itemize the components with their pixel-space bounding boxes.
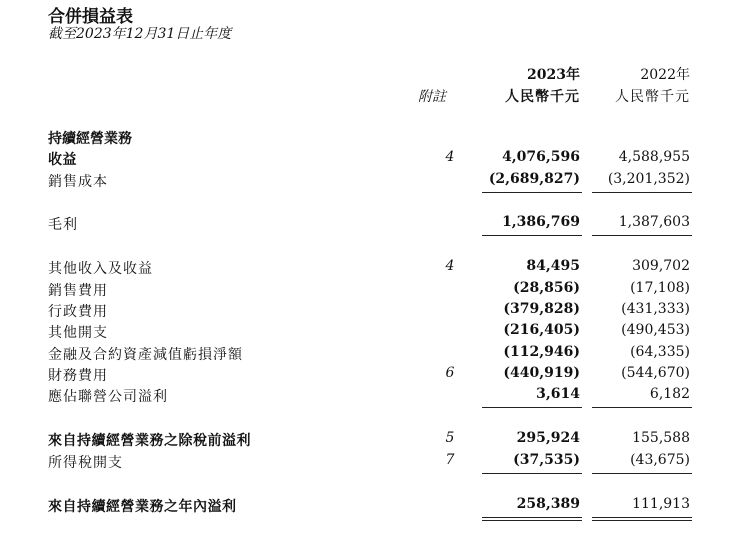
table-row bbox=[0, 496, 746, 516]
current-value: (379,828) bbox=[503, 301, 580, 317]
row-note: 4 bbox=[445, 149, 455, 165]
subtotal-rule bbox=[482, 473, 582, 474]
row-label: 行政費用 bbox=[48, 304, 108, 320]
row-label: 其他開支 bbox=[48, 325, 108, 341]
current-value: (440,919) bbox=[503, 365, 580, 381]
row-label: 銷售費用 bbox=[48, 283, 108, 299]
row-label: 銷售成本 bbox=[48, 174, 108, 190]
previous-value: 1,387,603 bbox=[618, 214, 690, 230]
current-value: 4,076,596 bbox=[502, 149, 580, 165]
row-label: 收益 bbox=[48, 152, 77, 168]
previous-value: (43,675) bbox=[630, 452, 690, 468]
table-row bbox=[0, 258, 746, 278]
table-row bbox=[0, 386, 746, 406]
row-label: 來自持續經營業務之除稅前溢利 bbox=[48, 433, 251, 449]
previous-value: 309,702 bbox=[632, 258, 690, 274]
row-label: 其他收入及收益 bbox=[48, 261, 153, 277]
previous-currency-header: 人民幣千元 bbox=[615, 89, 690, 105]
table-row bbox=[0, 301, 746, 321]
previous-value: (17,108) bbox=[630, 280, 690, 296]
table-row bbox=[0, 452, 746, 472]
table-row bbox=[0, 365, 746, 385]
note-column-header: 附註 bbox=[418, 89, 446, 105]
previous-value: 6,182 bbox=[649, 386, 690, 402]
statement-period: 截至2023年12月31日止年度 bbox=[48, 26, 232, 42]
current-value: (2,689,827) bbox=[488, 171, 580, 187]
current-value: (112,946) bbox=[503, 344, 580, 360]
current-value: (37,535) bbox=[513, 452, 580, 468]
row-note: 5 bbox=[445, 430, 455, 446]
current-value: 3,614 bbox=[536, 386, 580, 402]
row-label: 應佔聯營公司溢利 bbox=[48, 389, 168, 405]
previous-value: 155,588 bbox=[632, 430, 690, 446]
subtotal-rule bbox=[592, 192, 692, 193]
current-value: 84,495 bbox=[526, 258, 580, 274]
table-row bbox=[0, 171, 746, 191]
row-note: 4 bbox=[445, 258, 455, 274]
table-row bbox=[0, 344, 746, 364]
row-label: 來自持續經營業務之年內溢利 bbox=[48, 499, 237, 515]
current-currency-header: 人民幣千元 bbox=[505, 89, 580, 105]
row-note: 6 bbox=[445, 365, 455, 381]
previous-value: (3,201,352) bbox=[607, 171, 690, 187]
previous-value: (544,670) bbox=[621, 365, 690, 381]
subtotal-rule bbox=[592, 407, 692, 408]
current-value: 1,386,769 bbox=[502, 214, 580, 230]
row-label: 金融及合約資產減值虧損淨額 bbox=[48, 347, 243, 363]
statement-title: 合併損益表 bbox=[48, 7, 133, 27]
row-label: 財務費用 bbox=[48, 368, 108, 384]
previous-value: (490,453) bbox=[621, 322, 690, 338]
subtotal-rule bbox=[482, 192, 582, 193]
table-row bbox=[0, 149, 746, 169]
section-title: 持續經營業務 bbox=[48, 131, 132, 147]
total-double-rule bbox=[482, 517, 582, 521]
current-value: 295,924 bbox=[516, 430, 580, 446]
subtotal-rule bbox=[482, 235, 582, 236]
table-row bbox=[0, 214, 746, 234]
previous-value: 111,913 bbox=[632, 496, 690, 512]
previous-value: 4,588,955 bbox=[618, 149, 690, 165]
table-row bbox=[0, 322, 746, 342]
current-value: (28,856) bbox=[513, 280, 580, 296]
subtotal-rule bbox=[592, 235, 692, 236]
current-value: (216,405) bbox=[503, 322, 580, 338]
total-double-rule bbox=[592, 517, 692, 521]
table-row bbox=[0, 430, 746, 450]
table-row bbox=[0, 280, 746, 300]
subtotal-rule bbox=[482, 407, 582, 408]
previous-value: (64,335) bbox=[630, 344, 690, 360]
row-note: 7 bbox=[445, 452, 455, 468]
row-label: 所得稅開支 bbox=[48, 455, 123, 471]
current-value: 258,389 bbox=[516, 496, 580, 512]
row-label: 毛利 bbox=[48, 217, 78, 233]
previous-year-header: 2022年 bbox=[640, 67, 690, 83]
current-year-header: 2023年 bbox=[527, 67, 580, 83]
previous-value: (431,333) bbox=[621, 301, 690, 317]
subtotal-rule bbox=[592, 473, 692, 474]
